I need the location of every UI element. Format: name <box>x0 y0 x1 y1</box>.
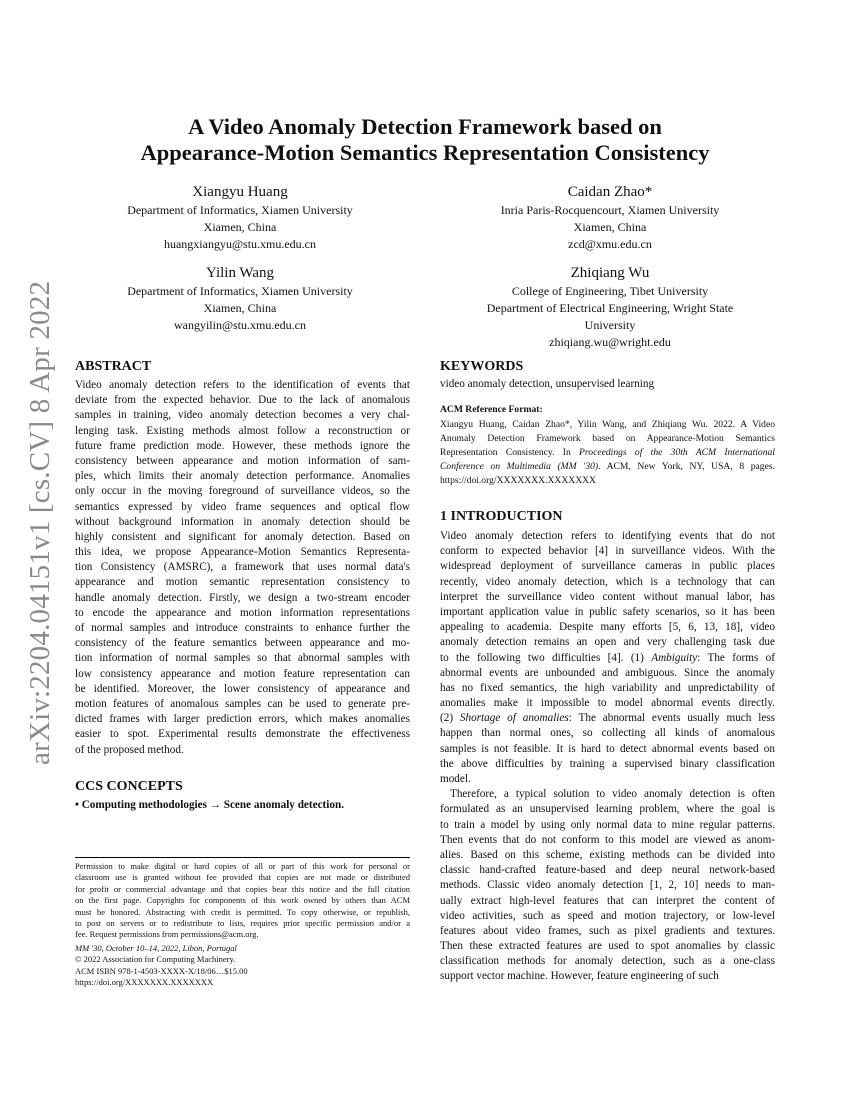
text-line: for profit or commercial advantage and that copies bear this notice and the full citation <box>75 883 410 894</box>
author-name: Caidan Zhao* <box>567 184 653 200</box>
abstract-body <box>75 378 410 758</box>
text-line: consistency between appearance and motion information of sam- <box>75 454 410 467</box>
text-line: only occur in the moving foreground of surveillance videos, so the <box>75 485 410 498</box>
text-line: video activities, such as speed and motion trajectory, or low-level <box>440 909 775 922</box>
text-line: Anomaly Detection Framework based on Appearance-Motion Semantics <box>440 433 775 444</box>
text-line: low consistency appearance and motion feature representation can <box>75 667 410 680</box>
text-line: classic hand-crafted feature-based and deep neural network-based <box>440 864 775 877</box>
text-line: lenging task. Existing methods almost follow a reconstruction or <box>75 424 410 437</box>
author-email[interactable]: zhiqiang.wu@wright.edu <box>549 335 671 349</box>
text-line: tion Consistency (AMSRC), a framework that uses normal data's <box>75 561 410 574</box>
text-line: happen than normal ones, so collecting all kinds of anomalous <box>440 727 775 740</box>
author-affiliation: Department of Informatics, Xiamen University <box>127 284 353 298</box>
author-name: Yilin Wang <box>205 265 275 281</box>
text-line: classification methods for anomaly detection, such as a one-class <box>440 955 775 968</box>
text-line: Therefore, a typical solution to video anomaly detection is often <box>450 788 775 801</box>
text-line: to encode the appearance and motion information representations <box>75 606 410 619</box>
doi-link[interactable]: https://doi.org/XXXXXXX.XXXXXXX <box>75 977 214 988</box>
footnote-rule <box>75 857 410 858</box>
text-line: widespread deployment of surveillance cameras in public places <box>440 560 775 573</box>
text-line: consistency of the feature semantics between appearance and mo- <box>75 637 410 650</box>
text-line: methods. Classic video anomaly detection [1, 2, 10] needs to man- <box>440 879 775 892</box>
author-location: Xiamen, China <box>203 301 277 315</box>
text-line: has no fixed semantics, the high variability and unpredictability of <box>440 681 775 694</box>
text-line: of normal samples and introduce constraints to enhance further the <box>75 622 410 634</box>
author-block <box>70 263 410 334</box>
text-line: highly consistent and significant for anomaly detection. Based on <box>75 530 410 543</box>
text-line: easier to spot. Experimental results demonstrate the effectiveness <box>75 728 410 741</box>
ccs-concept: • Computing methodologies → Scene anomaly detection. <box>75 799 344 811</box>
copyright: © 2022 Association for Computing Machinery. <box>75 954 236 965</box>
text-line: to the following two difficulties [4]. (1) Ambiguity: The forms of <box>440 651 775 664</box>
text-line: ples, which limits their anomaly detection performance. Anomalies <box>75 470 410 483</box>
text-line: abnormal events are unbounded and ambiguous. Since the anomaly <box>440 666 775 679</box>
text-line: anomalies make it impossible to model abnormal events directly. <box>440 697 775 710</box>
text-line: interpret the surveillance video content without manual labor, has <box>440 590 775 603</box>
text-line: future frame prediction mode. However, these methods ignore the <box>75 439 410 452</box>
text-line: fee. Request permissions from permissions@acm.org. <box>75 929 259 940</box>
text-line: semantics expressed by video frame sequences and optical flow <box>75 500 410 513</box>
text-line: formulated as an unsupervised learning problem, where the goal is <box>440 803 775 816</box>
author-affiliation: Inria Paris-Rocquencourt, Xiamen University <box>500 203 720 217</box>
text-line: recently, video anomaly detection, which is a technology that can <box>440 575 775 588</box>
author-block <box>440 182 780 253</box>
acm-ref-heading: ACM Reference Format: <box>440 404 543 415</box>
text-line: important application value in public safety scenarios, so it has been <box>440 605 775 618</box>
text-line: samples in training, video anomaly detection becomes a very chal- <box>75 409 410 422</box>
text-line: the above difficulties by training a supervised binary classification <box>440 757 775 770</box>
introduction-heading: 1 INTRODUCTION <box>440 509 563 524</box>
text-line: to post on servers or to redistribute to lists, requires prior specific permission and/or a <box>75 917 410 928</box>
author-location: Xiamen, China <box>203 220 277 234</box>
author-affiliation: University <box>584 318 636 332</box>
author-name: Xiangyu Huang <box>192 184 288 200</box>
text-line: Permission to make digital or hard copies of all or part of this work for personal or <box>75 861 410 871</box>
text-line: alies. Based on this scheme, existing methods can be divided into <box>440 848 775 861</box>
keywords-text: video anomaly detection, unsupervised learning <box>440 378 655 390</box>
text-line: appearance and motion semantic representation consistency to <box>75 576 410 589</box>
text-line: Conference on Multimedia (MM '30). ACM, New York, NY, USA, 8 pages. <box>440 461 775 472</box>
text-line: support vector machine. However, feature engineering of such <box>440 970 719 983</box>
author-email[interactable]: huangxiangyu@stu.xmu.edu.cn <box>163 237 317 251</box>
text-line: handle anomaly detection. Firstly, we design a two-stream encoder <box>75 591 410 604</box>
text-line: to train a model by using only normal data to mine regular patterns. <box>440 818 775 831</box>
text-line: Video anomaly detection refers to identifying events that do not <box>440 530 775 542</box>
text-line: anomaly detection remains an open and very challenging task due <box>440 636 775 649</box>
text-line: Video anomaly detection refers to the identification of events that <box>75 379 410 391</box>
author-affiliation: Department of Informatics, Xiamen University <box>127 203 353 217</box>
text-line: Representation Consistency. In Proceedings of the 30th ACM International <box>440 447 775 458</box>
text-line: motion features of anomalous samples can be used to generate pre- <box>75 697 410 710</box>
author-email[interactable]: zcd@xmu.edu.cn <box>568 237 652 251</box>
text-line[interactable]: https://doi.org/XXXXXXX.XXXXXXX <box>440 475 596 486</box>
text-line: tion information of normal samples so that abnormal samples with <box>75 652 410 665</box>
keywords-heading: KEYWORDS <box>440 359 524 374</box>
text-line: without background information in anomaly detection should be <box>75 515 410 528</box>
text-line: (2) Shortage of anomalies: The abnormal events usually much less <box>440 712 776 725</box>
text-line: model. <box>440 773 471 785</box>
text-line: dicted frames with larger prediction errors, which makes anomalies <box>75 713 410 726</box>
title-line: Appearance-Motion Semantics Representation Consistency <box>140 140 710 165</box>
footnote-meta <box>75 943 248 989</box>
introduction-body <box>440 529 775 985</box>
title-line: A Video Anomaly Detection Framework based on <box>188 114 662 139</box>
text-line: features about video frames, such as pixel gradients and textures. <box>440 924 775 937</box>
permission-notice <box>75 861 410 941</box>
text-line: Then these extracted features are used to spot anomalies by classic <box>440 940 775 953</box>
text-line: samples is not feasible. It is hard to detect abnormal events based on <box>440 742 775 755</box>
author-email[interactable]: wangyilin@stu.xmu.edu.cn <box>173 318 307 332</box>
author-name: Zhiqiang Wu <box>570 265 650 281</box>
ccs-heading: CCS CONCEPTS <box>75 779 183 794</box>
text-line: conform to expected behavior [4] in surveillance videos. With the <box>440 545 775 558</box>
author-affiliation: Department of Electrical Engineering, Wright State <box>486 301 734 315</box>
conference-info: MM '30, October 10–14, 2022, Libon, Portugal <box>75 943 237 953</box>
author-location: Xiamen, China <box>573 220 647 234</box>
author-affiliation: College of Engineering, Tibet University <box>511 284 709 298</box>
text-line: deviate from the expected behavior. Due to the lack of anomalous <box>75 394 410 407</box>
acm-reference <box>440 418 775 488</box>
text-line: be identified. Moreover, the lower consistency of appearance and <box>75 682 410 695</box>
text-line: appealing to academia. Despite many efforts [5, 6, 13, 18], video <box>440 621 775 634</box>
paper-title <box>0 114 850 166</box>
text-line: Xiangyu Huang, Caidan Zhao*, Yilin Wang, and Zhiqiang Wu. 2022. A Video <box>440 419 775 430</box>
text-line: Then events that do not conform to this model are viewed as anom- <box>440 833 775 846</box>
author-block <box>70 182 410 253</box>
isbn: ACM ISBN 978-1-4503-XXXX-X/18/06…$15.00 <box>75 965 248 976</box>
arxiv-identifier: arXiv:2204.04151v1 [cs.CV] 8 Apr 2022 <box>24 280 56 765</box>
text-line: must be honored. Abstracting with credit is permitted. To copy otherwise, or republish, <box>75 906 410 917</box>
text-line: of the proposed method. <box>75 743 184 756</box>
text-line: ually extract high-level features that can interpret the content of <box>440 894 775 907</box>
text-line: this idea, we propose Appearance-Motion Semantics Representa- <box>75 546 410 559</box>
author-block <box>440 263 780 351</box>
text-line: classroom use is granted without fee provided that copies are not made or distributed <box>75 872 410 883</box>
text-line: on the first page. Copyrights for components of this work owned by others than ACM <box>75 895 410 906</box>
abstract-heading: ABSTRACT <box>75 359 152 374</box>
